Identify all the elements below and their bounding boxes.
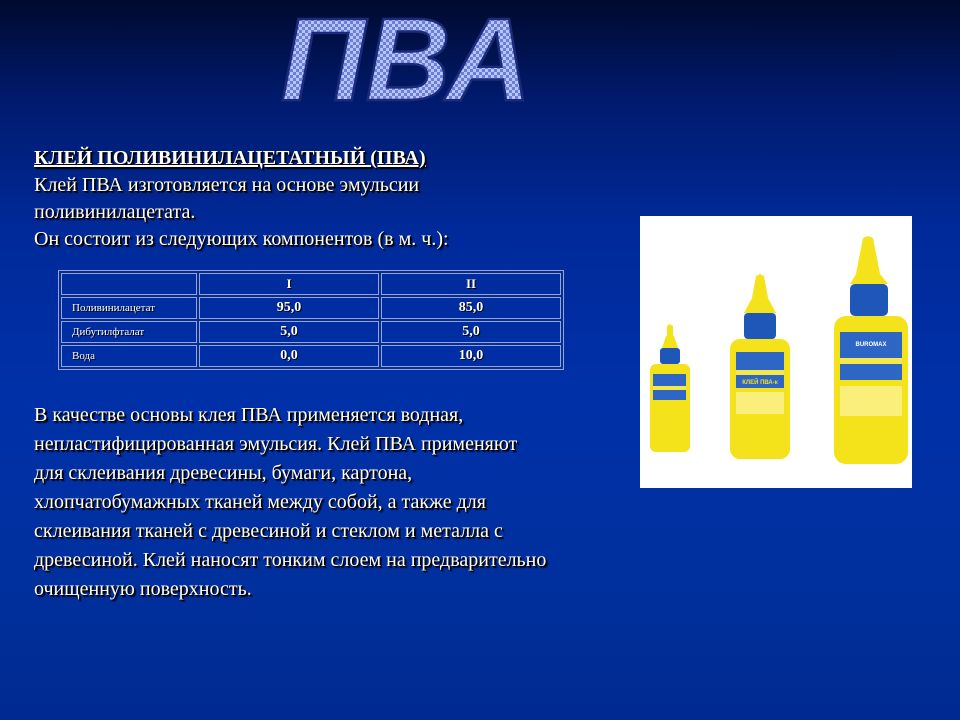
description-paragraph [34,401,634,604]
table-cell-value: 0,0 [199,345,379,367]
title-text: ПВА [280,0,532,126]
paragraph-line: очищенную поверхность. [34,578,252,600]
intro-line: Клей ПВА изготовляется на основе эмульсии [34,174,420,196]
glue-bottles-image [640,216,912,488]
composition-table [58,270,564,370]
intro-text [34,172,644,253]
table-cell-value: 5,0 [381,321,561,343]
table-header-cell: II [381,273,561,295]
bottle-medium [730,274,790,459]
paragraph-line: склеивания тканей с древесиной и стеклом и металла с [34,520,503,542]
paragraph-line: древесиной. Клей наносят тонким слоем на предварительно [34,549,547,571]
bottle-label-text: КЛЕЙ ПВА-к [742,380,778,386]
table-cell-component: Поливинилацетат [61,297,197,319]
table-cell-component: Дибутилфталат [61,321,197,343]
paragraph-line: В качестве основы клея ПВА применяется водная, [34,404,464,426]
table-header-cell [61,273,197,295]
table-cell-value: 85,0 [381,297,561,319]
title-wordart [280,0,532,126]
table-cell-value: 5,0 [199,321,379,343]
intro-line: поливинилацетата. [34,201,196,223]
table-header-cell: I [199,273,379,295]
table-cell-component: Вода [61,345,197,367]
table-header-row [61,273,561,295]
table-row [61,321,561,343]
slide-title [280,0,532,126]
table-cell-value: 10,0 [381,345,561,367]
intro-line: Он состоит из следующих компонентов (в м. ч.): [34,228,449,250]
paragraph-line: непластифицированная эмульсия. Клей ПВА применяют [34,433,518,455]
slide-heading: КЛЕЙ ПОЛИВИНИЛАЦЕТАТНЫЙ (ПВА) [34,147,426,169]
paragraph-line: хлопчатобумажных тканей между собой, а также для [34,491,486,513]
bottles-illustration [640,216,912,488]
table-row [61,345,561,367]
table-row [61,297,561,319]
bottle-large [834,236,908,464]
bottle-small [650,324,690,452]
brand-text: BUROMAX [855,342,887,348]
table-cell-value: 95,0 [199,297,379,319]
paragraph-line: для склеивания древесины, бумаги, картона, [34,462,413,484]
